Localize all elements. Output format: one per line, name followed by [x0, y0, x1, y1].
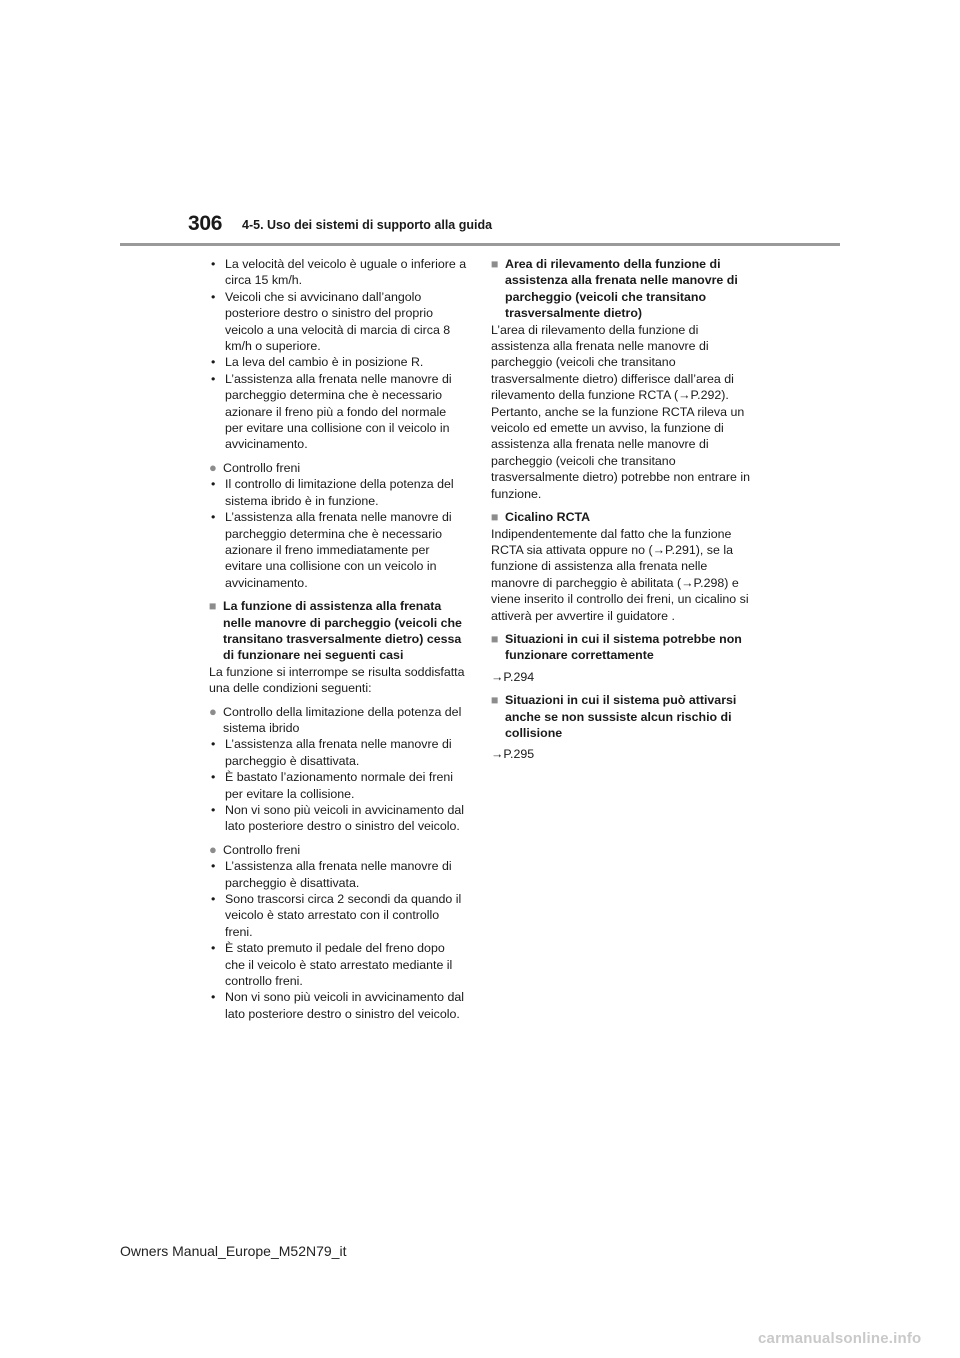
filled-circle-icon: ● — [209, 841, 217, 857]
list-item: • Il controllo di limitazione della potenza del sistema ibrido è in funzione. — [209, 476, 467, 509]
list-item: • Non vi sono più veicoli in avvicinamento dal lato posteriore destro o sinistro del veicolo. — [209, 802, 467, 835]
filled-square-icon: ■ — [491, 257, 499, 271]
filled-square-icon: ■ — [209, 599, 217, 614]
list-item: • L’assistenza alla frenata nelle manovre di parcheggio determina che è necessario azionare il freno più a fondo del normale per evitare una collisione con il veicolo in avvicinamento. — [209, 371, 467, 453]
list-item: • È stato premuto il pedale del freno dopo che il veicolo è stato arrestato mediante il controllo freni. — [209, 940, 467, 989]
section-title: 4-5. Uso dei sistemi di supporto alla guida — [242, 218, 493, 232]
paragraph: L’area di rilevamento della funzione di assistenza alla frenata nelle manovre di parcheggio (veicoli che transitano trasversalmente dietro) differisce dall’area di rilevamento della funzione RCTA (→P.292). Pertanto, anche se la funzione RCTA rileva un veicolo ed emette un avviso, la funzione di assistenza alla frenata nelle manovre di parcheggio (veicoli che transitano trasversalmente dietro) potrebbe non entrare in funzione. — [491, 322, 750, 501]
section-heading: ■ Cicalino RCTA — [491, 510, 591, 525]
paragraph: Indipendentemente dal fatto che la funzione RCTA sia attivata oppure no (→P.291), se la funzione di assistenza alla frenata nelle manovre di parcheggio è abilitata (→P.298) e viene inserito il controllo dei freni, un cicalino si attiverà per avvertire il guidatore . — [491, 526, 749, 623]
page-number: 306 — [188, 212, 223, 235]
filled-square-icon: ■ — [491, 631, 499, 646]
list-item: • L’assistenza alla frenata nelle manovre di parcheggio determina che è necessario azionare il freno immediatamente per evitare una collisione con un veicolo in avvicinamento. — [209, 509, 467, 591]
header-rule — [120, 243, 840, 246]
subheading: ● Controllo freni — [209, 459, 301, 475]
list-item: • Non vi sono più veicoli in avvicinamento dal lato posteriore destro o sinistro del veicolo. — [209, 989, 467, 1022]
list-item: • Veicoli che si avvicinano dall’angolo posteriore destro o sinistro del proprio veicolo a una velocità di marcia di circa 8 km/h o superiore. — [209, 289, 467, 355]
page-reference: →P.295 — [491, 747, 535, 762]
list-item: • L’assistenza alla frenata nelle manovre di parcheggio è disattivata. — [209, 736, 467, 769]
watermark: carmanualsonline.info — [758, 1330, 922, 1347]
list-item: • È bastato l’azionamento normale dei freni per evitare la collisione. — [209, 769, 467, 802]
filled-square-icon: ■ — [491, 693, 499, 708]
page-reference: →P.294 — [491, 669, 535, 684]
section-heading: ■ Situazioni in cui il sistema può attivarsi anche se non sussiste alcun rischio di collisione — [491, 693, 737, 740]
list-item: • La velocità del veicolo è uguale o inferiore a circa 15 km/h. — [209, 256, 467, 289]
list-item: • L’assistenza alla frenata nelle manovre di parcheggio è disattivata. — [209, 858, 467, 891]
right-column — [491, 256, 753, 763]
paragraph: La funzione si interrompe se risulta soddisfatta una delle condizioni seguenti: — [209, 664, 465, 696]
list-item: • Sono trascorsi circa 2 secondi da quando il veicolo è stato arrestato con il controllo freni. — [209, 891, 467, 940]
filled-square-icon: ■ — [491, 510, 499, 525]
section-heading: ■ La funzione di assistenza alla frenata nelle manovre di parcheggio (veicoli che transitano trasversalmente dietro) cessa di funzionare nei seguenti casi — [209, 599, 462, 663]
subheading: ● Controllo freni — [209, 841, 301, 857]
subheading: ● Controllo della limitazione della potenza del sistema ibrido — [209, 703, 462, 735]
section-heading: ■ Situazioni in cui il sistema potrebbe non funzionare correttamente — [491, 631, 742, 663]
footer-text: Owners Manual_Europe_M52N79_it — [120, 1243, 347, 1259]
section-heading: ■ Area di rilevamento della funzione di assistenza alla frenata nelle manovre di parcheggio (veicoli che transitano trasversalmente dietro) — [491, 257, 738, 321]
list-item: • La leva del cambio è in posizione R. — [209, 354, 467, 370]
filled-circle-icon: ● — [209, 703, 217, 719]
left-column — [209, 256, 467, 1022]
filled-circle-icon: ● — [209, 459, 217, 475]
